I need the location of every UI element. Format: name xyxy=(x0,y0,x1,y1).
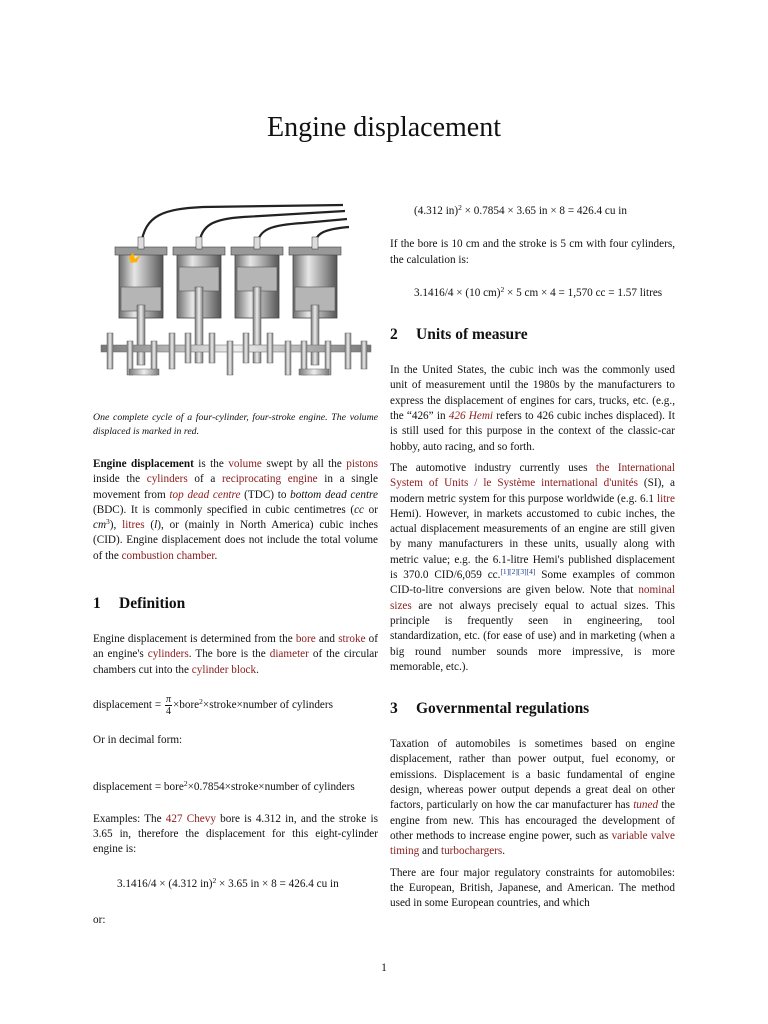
link-stroke[interactable]: stroke xyxy=(338,633,366,646)
gov-paragraph-2: There are four major regulatory constraints for automobiles: the European, British, Japanese, and American. The method used in some European countries, and which xyxy=(390,866,675,910)
section-heading-governmental: 3 Governmental regulations xyxy=(390,700,590,718)
link-reciprocating-engine[interactable]: reciprocating engine xyxy=(222,473,318,486)
link-tuned[interactable]: tuned xyxy=(633,799,659,812)
link-diameter[interactable]: diameter xyxy=(269,648,309,661)
units-paragraph-1: In the United States, the cubic inch was the commonly used unit of measurement until the 1980s by the manufacturers to express the displacement of engines for cars, trucks, etc. (e.g., the “426” in 426 Hemi refers to 426 cubic inches displaced). It is still used for this purpose in the context of the classic-car hobby, auto racing, and so forth. xyxy=(390,364,675,453)
link-bore[interactable]: bore xyxy=(295,633,316,646)
citation-links[interactable]: [1][2][3][4] xyxy=(500,567,536,577)
examples-paragraph: Examples: The 427 Chevy bore is 4.312 in, and the stroke is 3.65 in, therefore the displacement for this eight-cylinder engine is: xyxy=(93,812,378,856)
link-litres[interactable]: litres xyxy=(122,519,145,532)
formula-displacement: displacement = $\frac{\pi}{4}$ ×bore$^2$×stroke×number of cylinders xyxy=(93,693,333,717)
right-column xyxy=(390,204,675,911)
link-volume[interactable]: volume xyxy=(228,458,262,470)
section-heading-definition: 1 Definition xyxy=(93,595,186,613)
metric-example-text: If the bore is 10 cm and the stroke is 5 cm with four cylinders, the calculation is: xyxy=(390,238,675,266)
intro-term: Engine displacement xyxy=(93,458,194,470)
or-label: or: xyxy=(93,913,106,926)
calculation-cubic-inches: 3.1416/4 × (4.312 in)$^2$ × 3.65 in × 8 = 426.4 cu in xyxy=(117,876,339,891)
definition-paragraph: Engine displacement is determined from the bore and stroke of an engine's cylinders. The bore is the diameter of the circular chambers cut into the cylinder block. xyxy=(93,633,379,676)
link-pistons[interactable]: pistons xyxy=(346,458,378,470)
link-cylinders[interactable]: cylinders xyxy=(146,473,188,486)
link-cylinder-block[interactable]: cylinder block xyxy=(191,663,257,676)
link-variable-valve-timing[interactable]: variable valve timing xyxy=(390,829,675,858)
left-column xyxy=(93,195,378,928)
calculation-metric: 3.1416/4 × (10 cm)$^2$ × 5 cm × 4 = 1,570 cc = 1.57 litres xyxy=(414,284,663,299)
link-combustion-chamber[interactable]: combustion chamber xyxy=(121,549,215,562)
decimal-form-label: Or in decimal form: xyxy=(93,733,183,746)
link-cylinders-2[interactable]: cylinders xyxy=(147,648,189,661)
link-litre[interactable]: litre xyxy=(656,492,675,505)
units-paragraph-2: The automotive industry currently uses the International System of Units / le Système international d'unités (SI), a modern metric system for this purpose worldwide (e.g. 6.1 litre Hemi). However, in markets accustomed to cubic inches, the actual displacement measurements of an engine are still given by many manufacturers in these units, usually along with metric value; e.g. the 6.1-litre Hemi's published displacement is 370.0 CID/6,059 cc.[1][2][3][4] Some examples of common CID-to-litre conversions are given below. Note that nominal sizes are not always precisely equal to actual sizes. This principle is frequently seen in engineering, tool standardization, etc. (for ease of use) and in marketing (when a big round number sounds more impressive, is more memorable, etc.). xyxy=(390,461,676,673)
link-426-hemi[interactable]: 426 Hemi xyxy=(448,410,494,423)
intro-paragraph: Engine displacement is the volume swept by all the pistons inside the cylinders of a reciprocating engine in a single movement from top dead centre (TDC) to bottom dead centre (BDC). It is commonly specified in cubic centimetres (cc or $cm^3$), litres (l), or (mainly in North America) cubic inches (CID). Engine displacement does not include the total volume of the combustion chamber. xyxy=(93,458,378,562)
page-number: 1 xyxy=(381,962,387,974)
link-427-chevy[interactable]: 427 Chevy xyxy=(165,812,216,825)
link-si-units[interactable]: the International System of Units / le Système international d'unités xyxy=(390,461,676,490)
figure-caption: One complete cycle of a four-cylinder, four-stroke engine. The volume displaced is marked in red. xyxy=(93,412,378,437)
section-heading-units: 2 Units of measure xyxy=(390,326,528,344)
link-turbochargers[interactable]: turbochargers xyxy=(440,845,503,858)
link-top-dead-centre[interactable]: top dead centre xyxy=(169,488,241,501)
engine-animation-figure xyxy=(93,195,378,405)
formula-displacement-decimal: displacement = bore$^2$×0.7854×stroke×number of cylinders xyxy=(93,779,355,794)
page-title: Engine displacement xyxy=(266,112,502,143)
link-nominal-sizes[interactable]: nominal sizes xyxy=(390,584,675,612)
gov-paragraph-1: Taxation of automobiles is sometimes based on engine displacement, rather than power output, fuel economy, or emissions. Displacement is a basic fundamental of engine design, whereas power output depends a great deal on other factors, particularly on how the car manufacturer has tuned the engine from new. This has encouraged the development of other methods to increase engine power, such as variable valve timing and turbochargers. xyxy=(390,738,675,858)
calculation-decimal-form: (4.312 in)$^2$ × 0.7854 × 3.65 in × 8 = 426.4 cu in xyxy=(414,203,627,217)
